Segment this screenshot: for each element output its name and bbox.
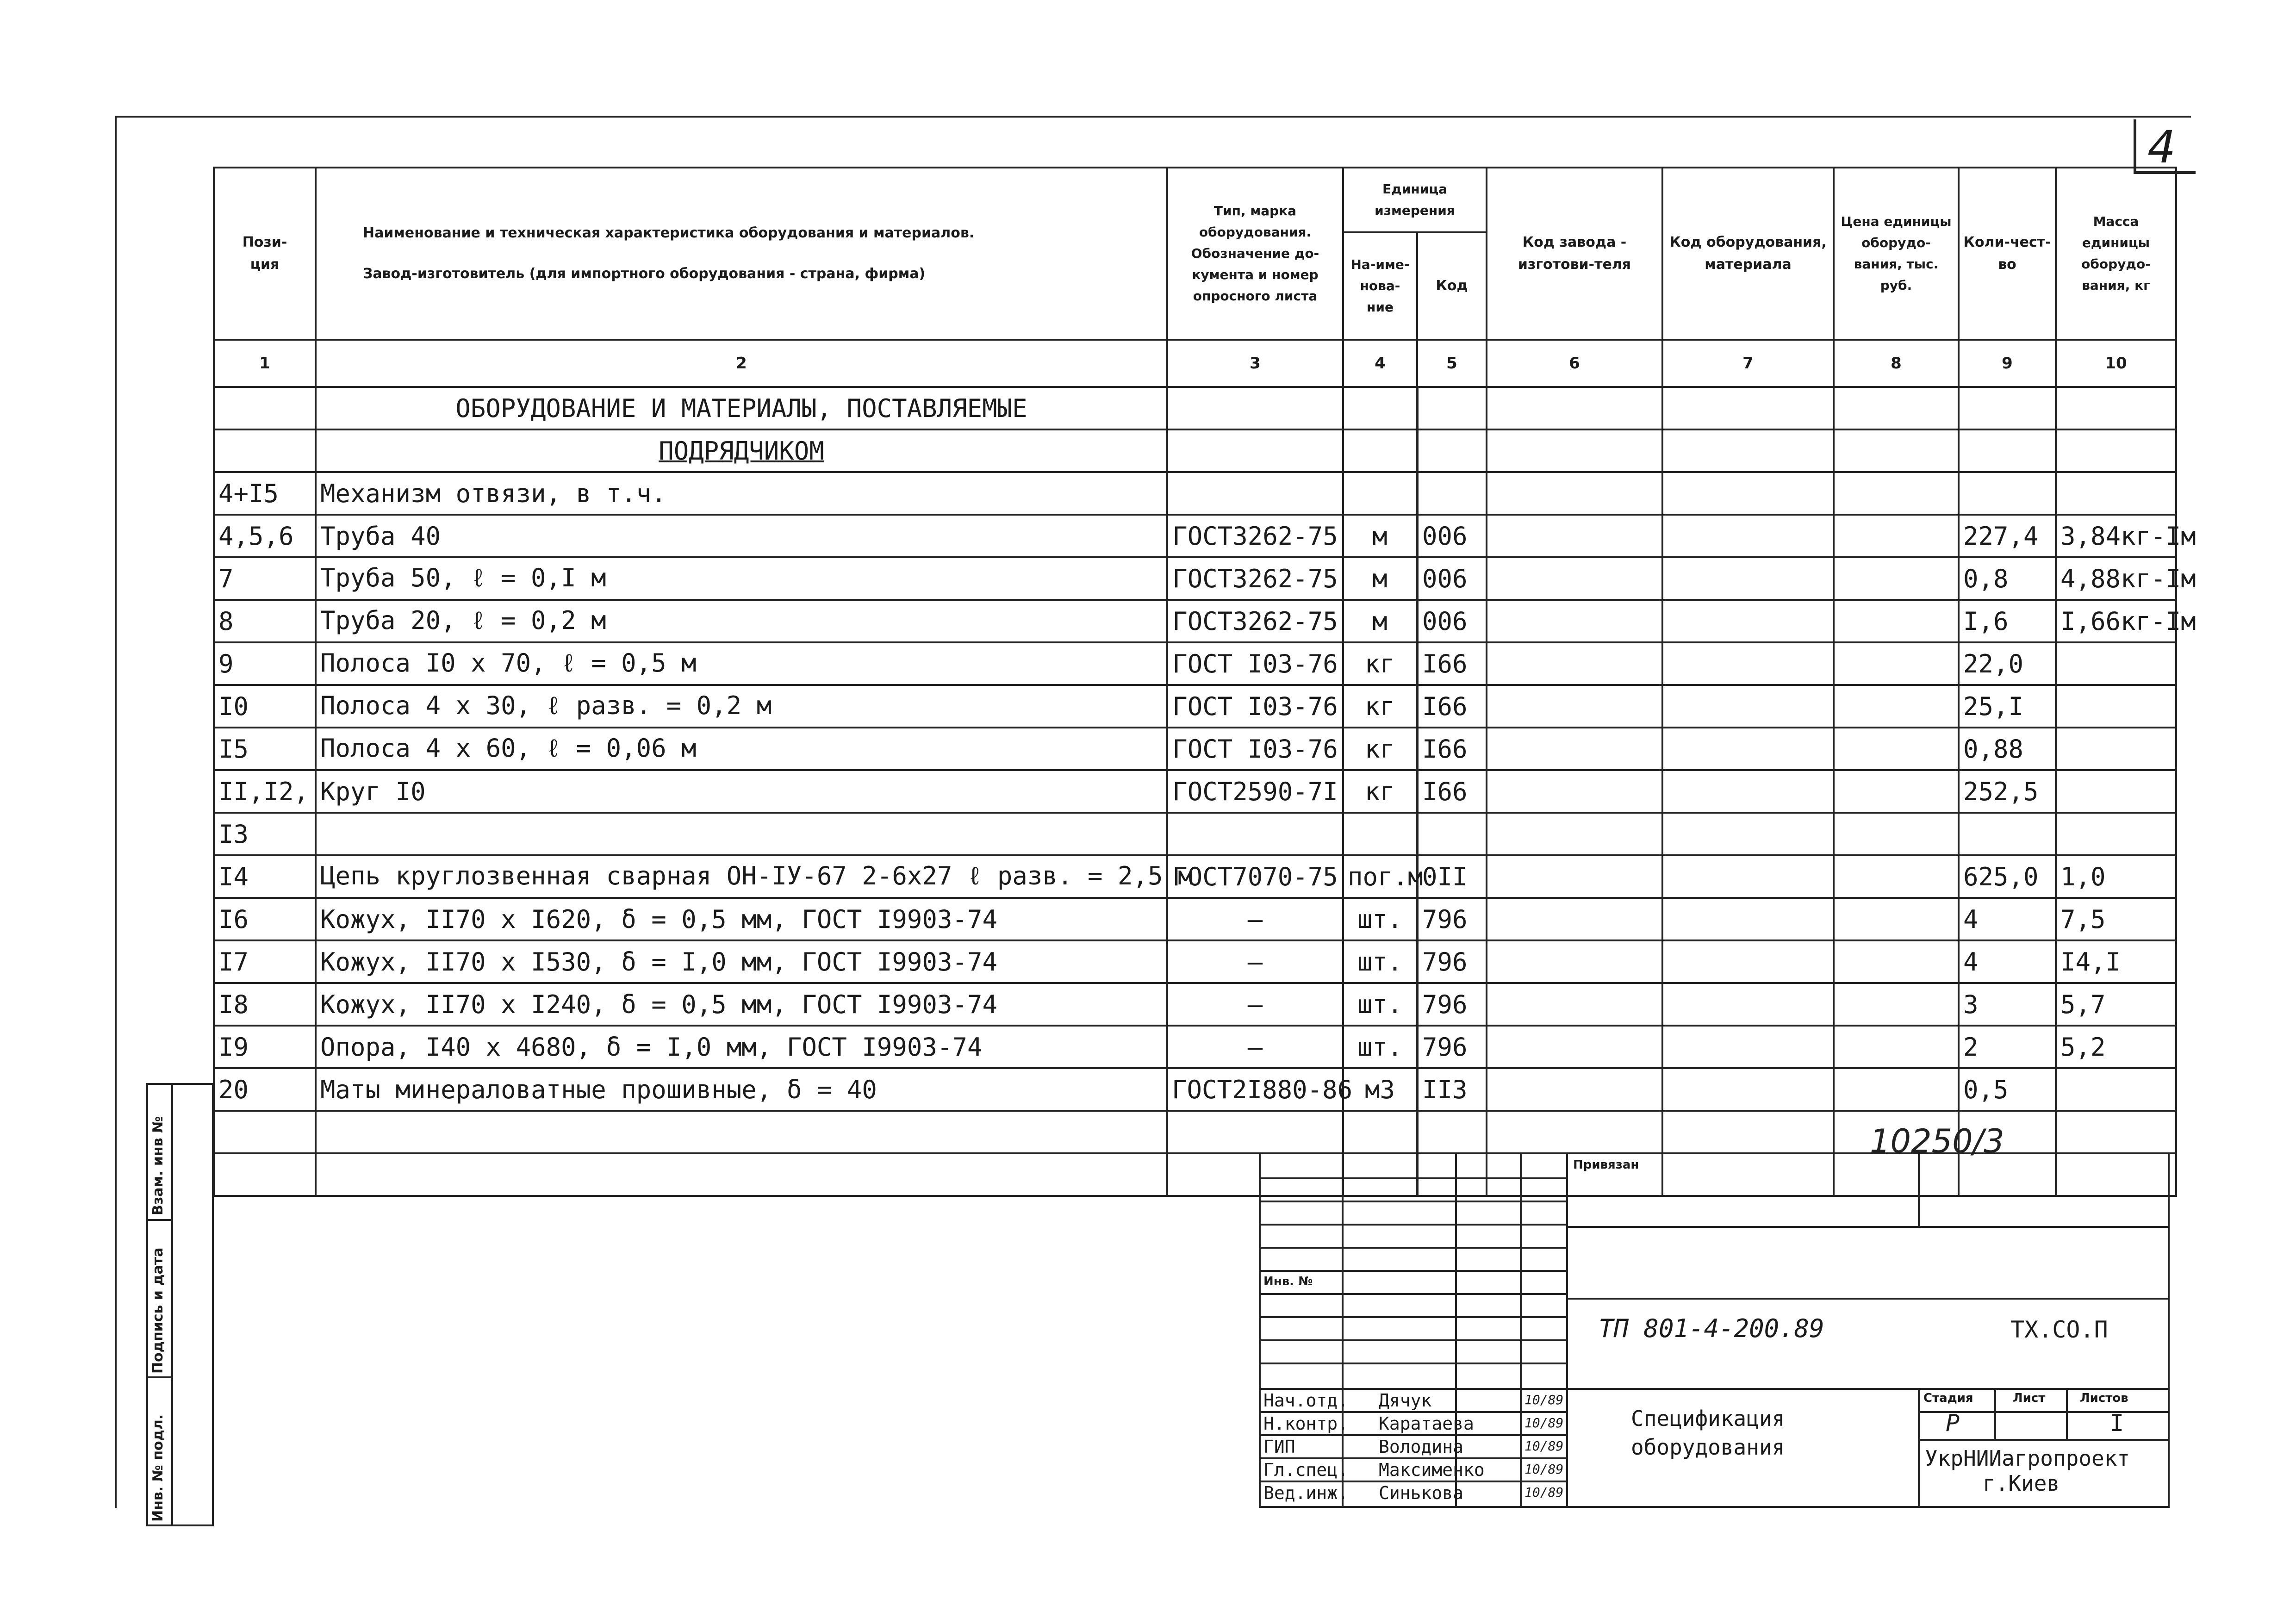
signature-role: Н.контр. <box>1263 1413 1349 1434</box>
price-cell <box>1834 770 1959 813</box>
price-cell <box>1834 557 1959 600</box>
stage-value: Р <box>1946 1410 1960 1437</box>
header-name <box>316 168 1167 340</box>
position-cell: I4 <box>214 855 316 898</box>
table-row <box>214 1068 2176 1111</box>
quantity-cell: 22,0 <box>1959 642 2056 685</box>
side-vzam-inv: Взам. инв № <box>150 1116 166 1215</box>
name-cell: Полоса 4 x 30, ℓ разв. = 0,2 м <box>316 685 1167 728</box>
name-cell: Механизм отвязи, в т.ч. <box>316 472 1167 515</box>
doc-title: Спецификация оборудования <box>1631 1406 1785 1460</box>
mass-cell <box>2056 685 2176 728</box>
equipment-code-cell <box>1662 600 1834 642</box>
equipment-code-cell <box>1662 642 1834 685</box>
unit-cell <box>1343 813 1417 855</box>
equipment-code-cell <box>1662 515 1834 557</box>
unit-code-cell: 796 <box>1417 983 1487 1026</box>
document-cell: ГОСТ I03-76 <box>1167 728 1343 770</box>
header-name-line1: Наименование и техническая характеристика оборудования и материалов. <box>363 225 975 241</box>
price-cell <box>1834 685 1959 728</box>
quantity-cell: 0,8 <box>1959 557 2056 600</box>
mass-cell <box>2056 1068 2176 1111</box>
quantity-cell: 3 <box>1959 983 2056 1026</box>
mass-cell: 1,0 <box>2056 855 2176 898</box>
unit-code-cell <box>1417 472 1487 515</box>
equipment-code-cell <box>1662 728 1834 770</box>
document-cell: – <box>1167 1026 1343 1068</box>
unit-cell <box>1343 1111 1417 1153</box>
equipment-code-cell <box>1662 770 1834 813</box>
unit-code-cell: 0II <box>1417 855 1487 898</box>
unit-code-cell: 796 <box>1417 940 1487 983</box>
privyazan-label: Привязан <box>1573 1158 1639 1172</box>
document-cell: ГОСТ7070-75 <box>1167 855 1343 898</box>
factory-code-cell <box>1487 940 1662 983</box>
name-cell: Труба 20, ℓ = 0,2 м <box>316 600 1167 642</box>
unit-code-cell: I66 <box>1417 642 1487 685</box>
position-cell: I9 <box>214 1026 316 1068</box>
quantity-cell: 0,88 <box>1959 728 2056 770</box>
sheet-number: 4 <box>2147 121 2176 173</box>
quantity-cell <box>1959 472 2056 515</box>
factory-code-cell <box>1487 898 1662 940</box>
equipment-code-cell <box>1662 855 1834 898</box>
name-cell <box>316 1153 1167 1196</box>
document-cell: ГОСТ2590-7I <box>1167 770 1343 813</box>
table-row <box>214 728 2176 770</box>
mass-cell: 5,2 <box>2056 1026 2176 1068</box>
signature-date: 10/89 <box>1524 1462 1564 1477</box>
mass-cell <box>2056 472 2176 515</box>
name-cell: Труба 50, ℓ = 0,I м <box>316 557 1167 600</box>
factory-code-cell <box>1487 515 1662 557</box>
name-cell: Круг I0 <box>316 770 1167 813</box>
mass-cell <box>2056 642 2176 685</box>
mass-cell <box>2056 1111 2176 1153</box>
mass-cell <box>2056 728 2176 770</box>
side-podpis-data: Подпись и дата <box>150 1247 166 1374</box>
factory-code-cell <box>1487 557 1662 600</box>
column-number: 1 <box>214 340 316 387</box>
mass-cell: I,66кг-Iм <box>2056 600 2176 642</box>
signature-name: Володина <box>1379 1437 1464 1457</box>
position-cell: 7 <box>214 557 316 600</box>
factory-code-cell <box>1487 1111 1662 1153</box>
stage-label: Стадия <box>1923 1391 1973 1405</box>
table-row <box>214 770 2176 813</box>
signature-date: 10/89 <box>1524 1415 1564 1431</box>
equipment-code-cell <box>1662 983 1834 1026</box>
header-unit-code: Код <box>1417 232 1487 340</box>
quantity-cell: 2 <box>1959 1026 2056 1068</box>
position-cell: II,I2, <box>214 770 316 813</box>
position-cell: I5 <box>214 728 316 770</box>
column-number: 7 <box>1662 340 1834 387</box>
org-line2: г.Киев <box>1983 1471 2060 1496</box>
factory-code-cell <box>1487 983 1662 1026</box>
column-number: 4 <box>1343 340 1417 387</box>
factory-code-cell <box>1487 472 1662 515</box>
equipment-code-cell <box>1662 1026 1834 1068</box>
header-quantity: Коли-чест-во <box>1959 168 2056 340</box>
price-cell <box>1834 898 1959 940</box>
position-cell: 4,5,6 <box>214 515 316 557</box>
document-cell: – <box>1167 898 1343 940</box>
unit-code-cell: I66 <box>1417 685 1487 728</box>
equipment-code-cell <box>1662 940 1834 983</box>
equipment-code-cell <box>1662 898 1834 940</box>
unit-cell: шт. <box>1343 940 1417 983</box>
mass-cell: 4,88кг-Iм <box>2056 557 2176 600</box>
designation: ТП 801-4-200.89 <box>1599 1314 1824 1343</box>
position-cell: I7 <box>214 940 316 983</box>
quantity-cell: 0,5 <box>1959 1068 2056 1111</box>
side-stamp <box>146 1083 214 1526</box>
price-cell <box>1834 515 1959 557</box>
designation-code: ТХ.СО.П <box>2010 1316 2108 1343</box>
position-cell: 4+I5 <box>214 472 316 515</box>
table-row <box>214 642 2176 685</box>
factory-code-cell <box>1487 728 1662 770</box>
unit-cell: шт. <box>1343 898 1417 940</box>
name-cell: Кожух, II70 x I620, δ = 0,5 мм, ГОСТ I9903-74 <box>316 898 1167 940</box>
document-cell: ГОСТ I03-76 <box>1167 642 1343 685</box>
position-cell: I0 <box>214 685 316 728</box>
unit-cell: кг <box>1343 685 1417 728</box>
unit-code-cell: I66 <box>1417 728 1487 770</box>
quantity-cell: 252,5 <box>1959 770 2056 813</box>
table-row <box>214 855 2176 898</box>
table-row <box>214 940 2176 983</box>
header-unit-name: На-име-нова-ние <box>1343 232 1417 340</box>
mass-cell: 3,84кг-Iм <box>2056 515 2176 557</box>
price-cell <box>1834 813 1959 855</box>
name-cell: Полоса 4 x 60, ℓ = 0,06 м <box>316 728 1167 770</box>
header-name-line2: Завод-изготовитель (для импортного оборудования - страна, фирма) <box>363 266 926 282</box>
column-number-row <box>214 340 2176 387</box>
table-row <box>214 515 2176 557</box>
mass-cell: I4,I <box>2056 940 2176 983</box>
name-cell: Полоса I0 x 70, ℓ = 0,5 м <box>316 642 1167 685</box>
equipment-code-cell <box>1662 813 1834 855</box>
factory-code-cell <box>1487 813 1662 855</box>
quantity-cell: 25,I <box>1959 685 2056 728</box>
price-cell <box>1834 1026 1959 1068</box>
document-cell <box>1167 1111 1343 1153</box>
table-row <box>214 472 2176 515</box>
unit-cell: шт. <box>1343 1026 1417 1068</box>
name-cell: Цепь круглозвенная сварная ОН-IУ-67 2-6x27 ℓ разв. = 2,5 м <box>316 855 1167 898</box>
position-cell <box>214 1111 316 1153</box>
unit-code-cell: 006 <box>1417 557 1487 600</box>
signature-role: Вед.инж. <box>1263 1483 1349 1503</box>
signature-role: Нач.отд. <box>1263 1390 1349 1411</box>
name-cell: Опора, I40 x 4680, δ = I,0 мм, ГОСТ I9903-74 <box>316 1026 1167 1068</box>
price-cell <box>1834 1068 1959 1111</box>
column-number: 6 <box>1487 340 1662 387</box>
price-cell <box>1834 983 1959 1026</box>
quantity-cell: 625,0 <box>1959 855 2056 898</box>
document-cell: – <box>1167 940 1343 983</box>
unit-code-cell: I66 <box>1417 770 1487 813</box>
name-cell: Кожух, II70 x I530, δ = I,0 мм, ГОСТ I9903-74 <box>316 940 1167 983</box>
quantity-cell: I,6 <box>1959 600 2056 642</box>
signature-role: Гл.спец. <box>1263 1460 1349 1480</box>
unit-code-cell: 006 <box>1417 600 1487 642</box>
mass-cell <box>2056 770 2176 813</box>
signature-name: Максименко <box>1379 1460 1485 1480</box>
signature-role: ГИП <box>1263 1437 1295 1457</box>
column-number: 10 <box>2056 340 2176 387</box>
column-number: 2 <box>316 340 1167 387</box>
signature-name: Синькова <box>1379 1483 1464 1503</box>
price-cell <box>1834 472 1959 515</box>
mass-cell: 7,5 <box>2056 898 2176 940</box>
signature-name: Каратаева <box>1379 1413 1474 1434</box>
org-line1: УкрНИИагропроект <box>1925 1446 2130 1471</box>
position-cell: 9 <box>214 642 316 685</box>
unit-code-cell: 796 <box>1417 1026 1487 1068</box>
quantity-cell <box>1959 813 2056 855</box>
unit-cell: кг <box>1343 770 1417 813</box>
document-cell: ГОСТ3262-75 <box>1167 557 1343 600</box>
table-row <box>214 813 2176 855</box>
unit-cell: м <box>1343 557 1417 600</box>
position-cell: I3 <box>214 813 316 855</box>
signature-date: 10/89 <box>1524 1438 1564 1454</box>
column-number: 8 <box>1834 340 1959 387</box>
factory-code-cell <box>1487 1068 1662 1111</box>
header-equipment-code: Код оборудования, материала <box>1662 168 1834 340</box>
unit-cell: кг <box>1343 728 1417 770</box>
sheets-label: Листов <box>2080 1391 2128 1405</box>
equipment-code-cell <box>1662 472 1834 515</box>
factory-code-cell <box>1487 855 1662 898</box>
side-inv-podl: Инв. № подл. <box>150 1414 166 1522</box>
table-row <box>214 685 2176 728</box>
column-number: 3 <box>1167 340 1343 387</box>
header-price: Цена единицы оборудо-вания, тыс. руб. <box>1834 168 1959 340</box>
mass-cell: 5,7 <box>2056 983 2176 1026</box>
header-factory-code: Код завода - изготови-теля <box>1487 168 1662 340</box>
table-row <box>214 557 2176 600</box>
position-cell: 20 <box>214 1068 316 1111</box>
unit-code-cell <box>1417 813 1487 855</box>
unit-cell: шт. <box>1343 983 1417 1026</box>
equipment-code-cell <box>1662 1111 1834 1153</box>
document-cell: ГОСТ3262-75 <box>1167 600 1343 642</box>
equipment-code-cell <box>1662 1068 1834 1111</box>
unit-cell: м <box>1343 600 1417 642</box>
signature-name: Дячук <box>1379 1390 1432 1411</box>
name-cell: Маты минераловатные прошивные, δ = 40 <box>316 1068 1167 1111</box>
price-cell <box>1834 728 1959 770</box>
table-row <box>214 600 2176 642</box>
unit-code-cell: 796 <box>1417 898 1487 940</box>
position-cell: I6 <box>214 898 316 940</box>
name-cell <box>316 813 1167 855</box>
table-row <box>214 983 2176 1026</box>
quantity-cell: 4 <box>1959 898 2056 940</box>
unit-cell <box>1343 472 1417 515</box>
table-row <box>214 898 2176 940</box>
factory-code-cell <box>1487 685 1662 728</box>
section-title-line2: ПОДРЯДЧИКОМ <box>659 436 824 466</box>
specification-table <box>213 167 2196 1197</box>
document-cell: ГОСТ I03-76 <box>1167 685 1343 728</box>
unit-code-cell <box>1417 1111 1487 1153</box>
title-block <box>1259 1152 2170 1508</box>
unit-code-cell: 006 <box>1417 515 1487 557</box>
header-position: Пози- ция <box>214 168 316 340</box>
signature-date: 10/89 <box>1524 1485 1564 1500</box>
column-number: 9 <box>1959 340 2056 387</box>
document-cell <box>1167 472 1343 515</box>
column-number: 5 <box>1417 340 1487 387</box>
document-cell: ГОСТ3262-75 <box>1167 515 1343 557</box>
equipment-code-cell <box>1662 685 1834 728</box>
section-title-row <box>214 387 2176 429</box>
document-cell: – <box>1167 983 1343 1026</box>
handwritten-number: 10250/3 <box>1870 1122 2004 1160</box>
position-cell: I8 <box>214 983 316 1026</box>
sheet-label: Лист <box>2013 1391 2046 1405</box>
price-cell <box>1834 600 1959 642</box>
name-cell <box>316 1111 1167 1153</box>
header-unit-group: Единица измерения <box>1343 168 1487 232</box>
signature-date: 10/89 <box>1524 1392 1564 1407</box>
price-cell <box>1834 855 1959 898</box>
section-title-line1: ОБОРУДОВАНИЕ И МАТЕРИАЛЫ, ПОСТАВЛЯЕМЫЕ <box>316 387 1167 429</box>
factory-code-cell <box>1487 600 1662 642</box>
mass-cell <box>2056 813 2176 855</box>
unit-cell: м <box>1343 515 1417 557</box>
unit-code-cell: II3 <box>1417 1068 1487 1111</box>
header-type: Тип, марка оборудования. Обозначение до-кумента и номер опросного листа <box>1167 168 1343 340</box>
quantity-cell: 227,4 <box>1959 515 2056 557</box>
document-cell: ГОСТ2I880-86 <box>1167 1068 1343 1111</box>
unit-cell: пог.м <box>1343 855 1417 898</box>
header-mass: Масса единицы оборудо-вания, кг <box>2056 168 2176 340</box>
factory-code-cell <box>1487 642 1662 685</box>
document-cell <box>1167 813 1343 855</box>
factory-code-cell <box>1487 770 1662 813</box>
section-title-row <box>214 429 2176 472</box>
unit-cell: м3 <box>1343 1068 1417 1111</box>
equipment-code-cell <box>1662 557 1834 600</box>
inv-no-label: Инв. № <box>1263 1275 1313 1288</box>
table-row <box>214 1026 2176 1068</box>
position-cell: 8 <box>214 600 316 642</box>
name-cell: Кожух, II70 x I240, δ = 0,5 мм, ГОСТ I9903-74 <box>316 983 1167 1026</box>
price-cell <box>1834 940 1959 983</box>
quantity-cell: 4 <box>1959 940 2056 983</box>
position-cell <box>214 1153 316 1196</box>
price-cell <box>1834 642 1959 685</box>
factory-code-cell <box>1487 1026 1662 1068</box>
unit-cell: кг <box>1343 642 1417 685</box>
sheets-value: I <box>2110 1410 2124 1437</box>
name-cell: Труба 40 <box>316 515 1167 557</box>
